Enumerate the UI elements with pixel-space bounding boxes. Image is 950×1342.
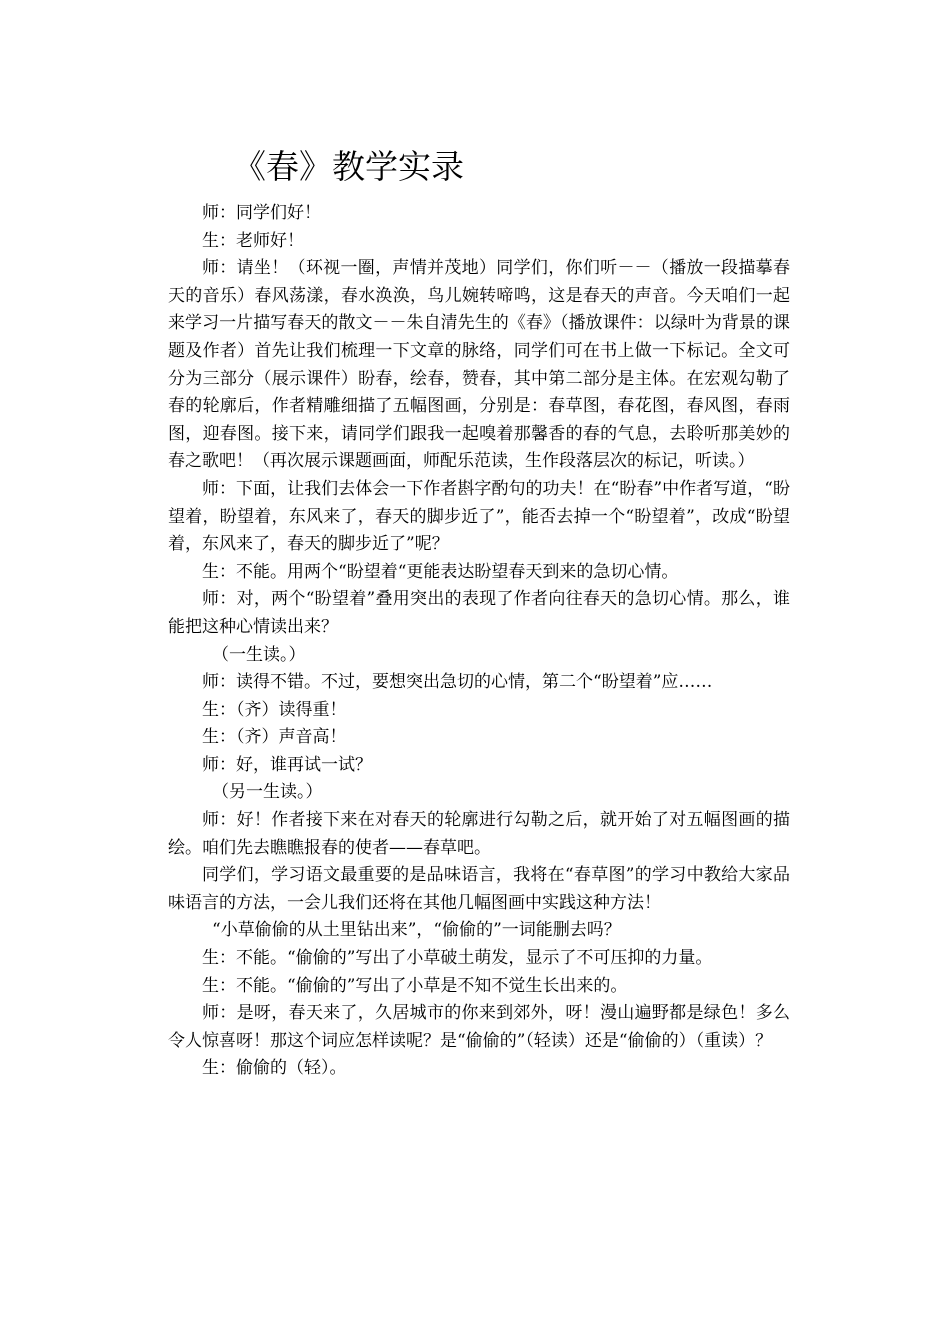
paragraph: 师：同学们好！ [202, 203, 321, 223]
document-title: 《春》教学实录 [233, 147, 464, 186]
paragraph: 师：好，谁再试一试？ [202, 754, 372, 775]
paragraph: 生：偷偷的（轻）。 [202, 1058, 347, 1079]
paragraph: 师：下面，让我们去体会一下作者斟字酌句的功夫！在“盼春”中作者写道，“盼望着，盼望着，东风来了，春天的脚步近了”，能否去掉一个“盼望着”，改成“盼望着，东风来了，春天的脚步近了”呢？ [168, 478, 790, 555]
paragraph: 师：好！作者接下来在对春天的轮廓进行勾勒之后，就开始了对五幅图画的描绘。咱们先去瞧瞧报春的使者——春草吧。 [168, 810, 790, 858]
paragraph: 师：是呀，春天来了，久居城市的你来到郊外，呀！漫山遍野都是绿色！多么令人惊喜呀！那这个词应怎样读呢？是“偷偷的”（轻读）还是“偷偷的）（重读）？ [168, 1003, 790, 1051]
document-body [168, 200, 790, 1083]
paragraph: 生：不能。用两个“盼望着“更能表达盼望春天到来的急切心情。 [202, 561, 679, 582]
paragraph: 生：老师好！ [202, 230, 304, 251]
paragraph: 生：（齐）声音高！ [202, 727, 347, 748]
paragraph: 生：（齐）读得重！ [202, 699, 347, 720]
paragraph: 师：对，两个“盼望着”叠用突出的表现了作者向往春天的急切心情。那么，谁能把这种心情读出来？ [168, 589, 790, 637]
paragraph: 生：不能。“偷偷的”写出了小草是不知不觉生长出来的。 [202, 975, 628, 996]
paragraph: 生：不能。“偷偷的”写出了小草破土萌发，显示了不可压抑的力量。 [202, 948, 713, 969]
paragraph: “小草偷偷的从土里钻出来”，“偷偷的”一词能删去吗？ [212, 920, 621, 941]
paragraph: 师：请坐！（环视一圈，声情并茂地）同学们，你们听－－（播放一段描摹春天的音乐）春风荡漾，春水涣涣，鸟儿婉转啼鸣，这是春天的声音。今天咱们一起来学习一片描写春天的散文－－朱自清先生的《春》（播放课件：以绿叶为背景的课题及作者）首先让我们梳理一下文章的脉络，同学们可在书上做一下标记。全文可分为三部分（展示课件）盼春，绘春，赞春，其中第二部分是主体。在宏观勾勒了春的轮廓后，作者精雕细描了五幅图画，分别是：春草图，春花图，春风图，春雨图，迎春图。接下来，请同学们跟我一起嗅着那馨香的春的气息，去聆听那美妙的春之歌吧！（再次展示课题画面，师配乐范读，生作段落层次的标记，听读。） [168, 258, 790, 472]
paragraph: 师：读得不错。不过，要想突出急切的心情，第二个“盼望着”应…… [202, 672, 713, 693]
stage-direction: （一生读。） [212, 644, 306, 665]
paragraph: 同学们，学习语文最重要的是品味语言，我将在“春草图”的学习中教给大家品味语言的方法，一会儿我们还将在其他几幅图画中实践这种方法！ [168, 865, 790, 913]
stage-direction: （另一生读。） [212, 782, 323, 803]
